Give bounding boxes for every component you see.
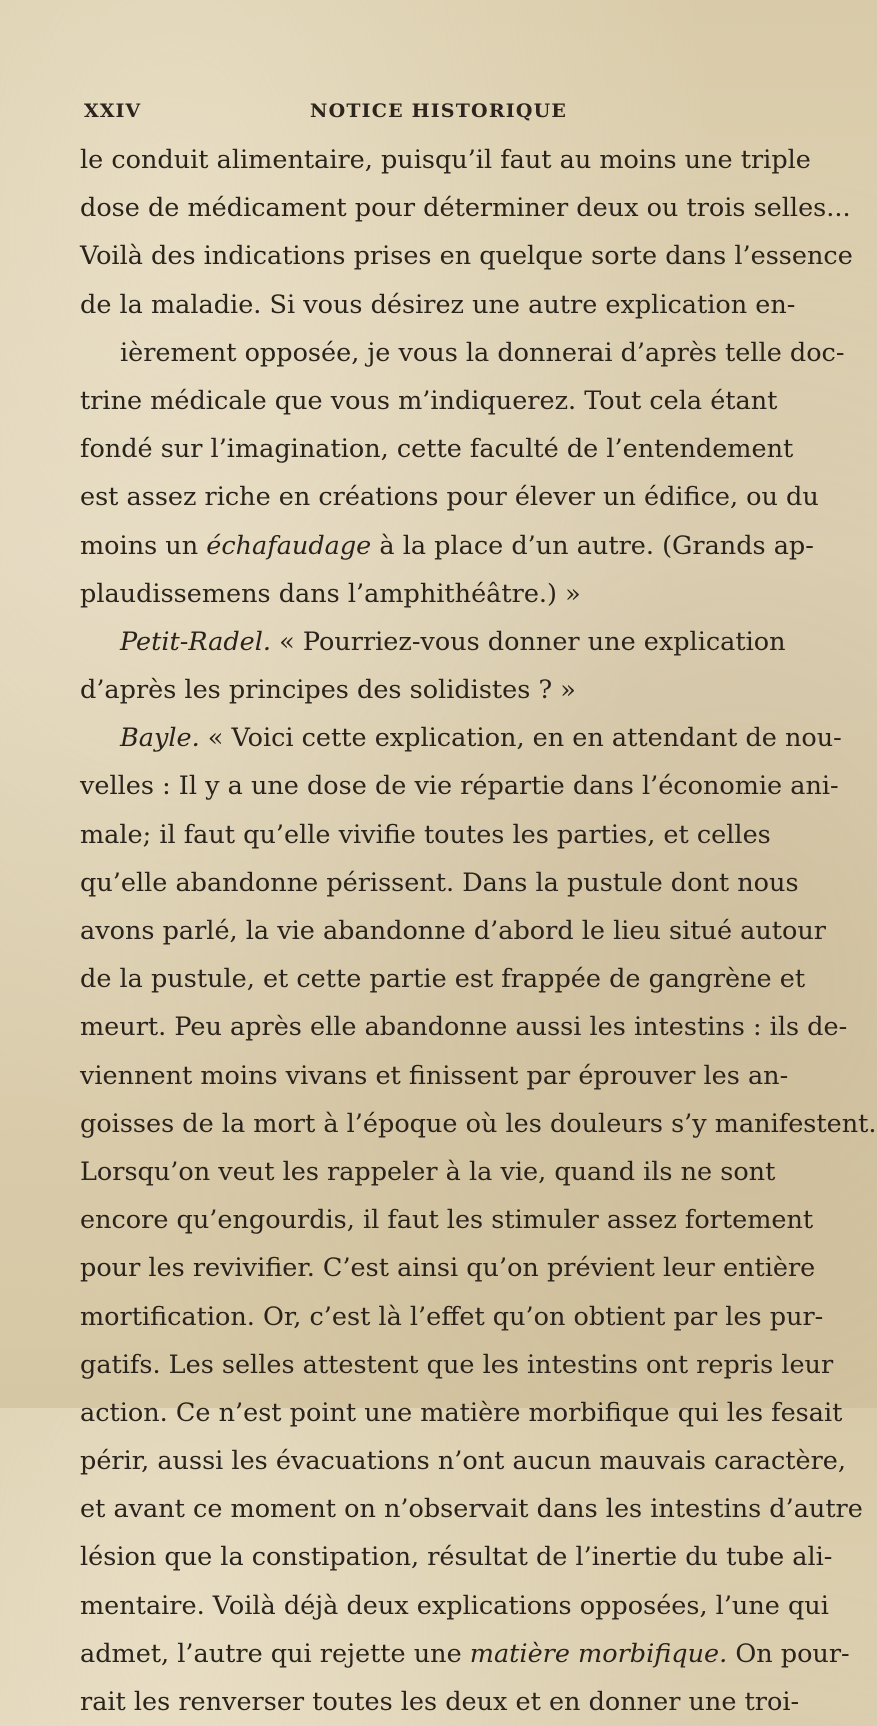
- text-line: trine médicale que vous m’indiquerez. Tout cela étant: [80, 385, 778, 416]
- text-line: viennent moins vivans et finissent par éprouver les an-: [80, 1060, 789, 1091]
- text-line: ièrement opposée, je vous la donnerai d’après telle doc-: [120, 337, 845, 368]
- text-line: d’après les principes des solidistes ? »: [80, 675, 576, 706]
- text-line: plaudissemens dans l’amphithéâtre.) »: [80, 578, 581, 609]
- text-line: gatifs. Les selles attestent que les intestins ont repris leur: [80, 1349, 834, 1380]
- text-line: rait les renverser toutes les deux et en donner une troi-: [80, 1687, 800, 1717]
- text-line: de la pustule, et cette partie est frappée de gangrène et: [80, 964, 806, 995]
- text-line: mortification. Or, c’est là l’effet qu’on obtient par les pur-: [80, 1301, 824, 1332]
- text-line: male; il faut qu’elle vivifie toutes les parties, et celles: [80, 819, 771, 850]
- text-line: le conduit alimentaire, puisqu’il faut au moins une triple: [80, 145, 811, 175]
- speaker-line: Petit-Radel. « Pourriez-vous donner une explication: [120, 626, 786, 657]
- text-line: mentaire. Voilà déjà deux explications opposées, l’une qui: [80, 1590, 829, 1621]
- text-line: et avant ce moment on n’observait dans les intestins d’autre: [80, 1494, 863, 1525]
- text-line: encore qu’engourdis, il faut les stimuler assez fortement: [80, 1205, 814, 1236]
- text-line: lésion que la constipation, résultat de l’inertie du tube ali-: [80, 1542, 833, 1573]
- text-line: fondé sur l’imagination, cette faculté de l’entendement: [80, 434, 794, 465]
- text-line: moins un échafaudage à la place d’un autre. (Grands ap-: [80, 530, 814, 561]
- text-line: de la maladie. Si vous désirez une autre explication en-: [80, 289, 796, 320]
- text-line: Voilà des indications prises en quelque sorte dans l’essence: [80, 241, 853, 272]
- text-line: meurt. Peu après elle abandonne aussi les intestins : ils de-: [80, 1012, 848, 1043]
- page-number: XXIV: [84, 100, 142, 122]
- text-line: avons parlé, la vie abandonne d’abord le lieu situé autour: [80, 916, 826, 946]
- running-title: NOTICE HISTORIQUE: [310, 100, 568, 122]
- speaker-line: Bayle. « Voici cette explication, en en attendant de nou-: [120, 723, 842, 754]
- text-line: qu’elle abandonne périssent. Dans la pustule dont nous: [80, 867, 799, 898]
- text-line: Lorsqu’on veut les rappeler à la vie, quand ils ne sont: [80, 1156, 776, 1187]
- page-header: [78, 100, 768, 130]
- speaker-name: Petit-Radel.: [120, 626, 272, 657]
- text-line: pour les revivifier. C’est ainsi qu’on prévient leur entière: [80, 1253, 816, 1284]
- text-line: admet, l’autre qui rejette une matière morbifique. On pour-: [80, 1638, 850, 1669]
- text-line: velles : Il y a une dose de vie répartie dans l’économie ani-: [80, 771, 839, 802]
- text-line: périr, aussi les évacuations n’ont aucun mauvais caractère,: [80, 1446, 846, 1477]
- text-line: dose de médicament pour déterminer deux ou trois selles...: [80, 193, 851, 224]
- text-line: action. Ce n’est point une matière morbifique qui les fesait: [80, 1397, 843, 1428]
- text-line: est assez riche en créations pour élever un édifice, ou du: [80, 482, 819, 513]
- speaker-name: Bayle.: [120, 723, 200, 754]
- body-text: [80, 136, 877, 1726]
- text-line: goisses de la mort à l’époque où les douleurs s’y manifestent.: [80, 1108, 877, 1139]
